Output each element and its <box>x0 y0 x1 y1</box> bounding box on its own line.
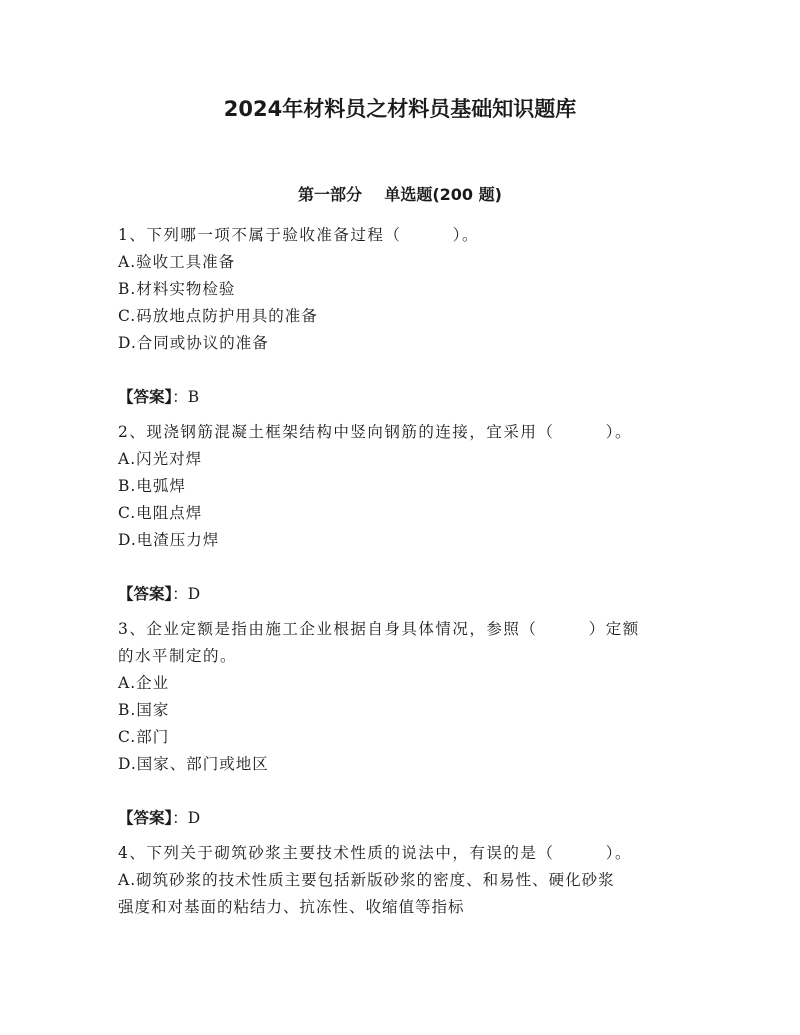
question-4 <box>118 840 688 921</box>
answer-value: ：D <box>172 585 201 603</box>
option-d: D.合同或协议的准备 <box>118 334 269 352</box>
answer-label: 【答案】 <box>118 585 173 603</box>
option-a: A.闪光对焊 <box>118 450 203 468</box>
answer-line <box>118 581 688 608</box>
question-text-continued: 的水平制定的。 <box>118 647 238 665</box>
question-text: 4、下列关于砌筑砂浆主要技术性质的说法中，有误的是（ ）。 <box>118 844 633 862</box>
question-3 <box>118 616 688 832</box>
question-text: 2、现浇钢筋混凝土框架结构中竖向钢筋的连接，宜采用（ ）。 <box>118 423 633 441</box>
option-d: D.电渣压力焊 <box>118 531 220 549</box>
question-2 <box>118 419 688 608</box>
option-d: D.国家、部门或地区 <box>118 755 269 773</box>
question-text: 3、企业定额是指由施工企业根据自身具体情况，参照（ ）定额 <box>118 620 640 638</box>
option-b: B.材料实物检验 <box>118 280 236 298</box>
question-1 <box>118 222 688 411</box>
answer-value: ：D <box>172 809 201 827</box>
answer-label: 【答案】 <box>118 809 173 827</box>
option-b: B.电弧焊 <box>118 477 186 495</box>
answer-value: ：B <box>172 388 200 406</box>
option-a-continued: 强度和对基面的粘结力、抗冻性、收缩值等指标 <box>118 898 465 916</box>
option-c: C.码放地点防护用具的准备 <box>118 307 318 325</box>
question-text: 1、下列哪一项不属于验收准备过程（ ）。 <box>118 226 480 244</box>
option-c: C.电阻点焊 <box>118 504 203 522</box>
document-title: 2024年材料员之材料员基础知识题库 <box>223 97 577 121</box>
answer-line <box>118 805 688 832</box>
option-a: A.砌筑砂浆的技术性质主要包括新版砂浆的密度、和易性、硬化砂浆 <box>118 871 615 889</box>
option-c: C.部门 <box>118 728 170 746</box>
option-a: A.验收工具准备 <box>118 253 236 271</box>
option-a: A.企业 <box>118 674 170 692</box>
answer-label: 【答案】 <box>118 388 173 406</box>
option-b: B.国家 <box>118 701 170 719</box>
section-title: 第一部分 单选题(200 题) <box>298 185 502 204</box>
answer-line <box>118 384 688 411</box>
question-list <box>118 222 688 921</box>
